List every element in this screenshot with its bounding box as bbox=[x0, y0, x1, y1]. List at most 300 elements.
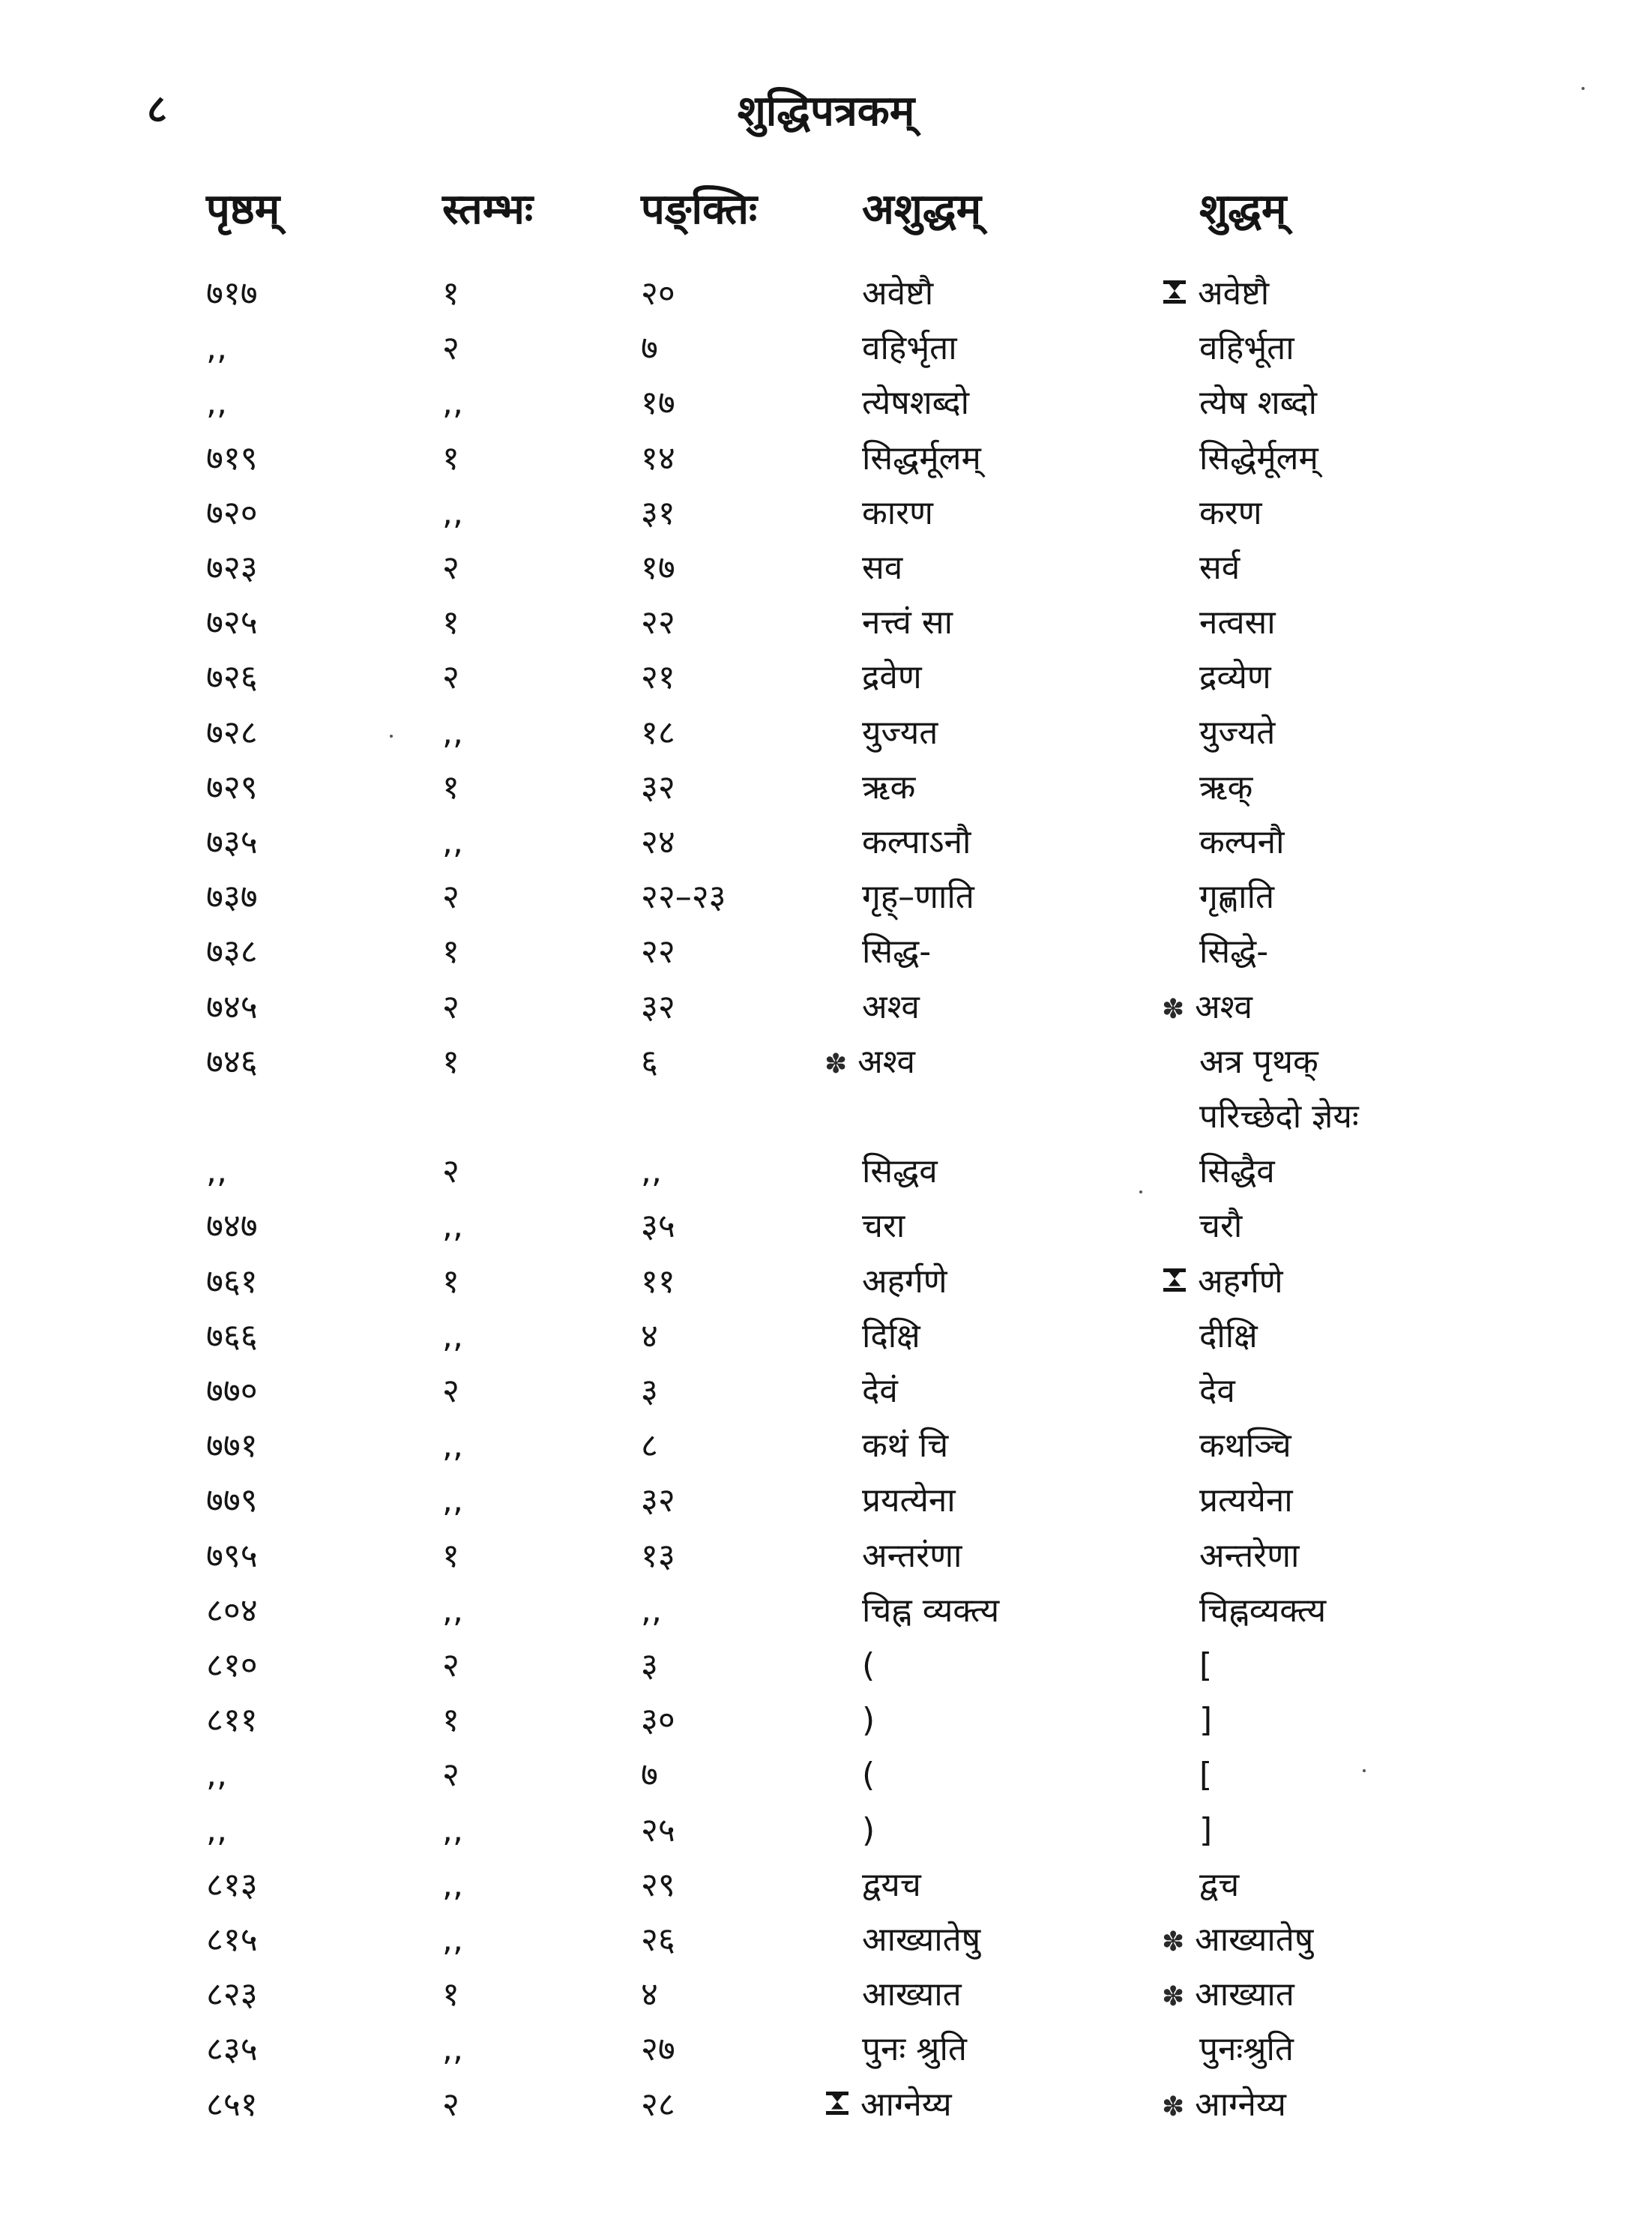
cell-text: द्वच bbox=[1199, 1865, 1240, 1904]
correct-cell bbox=[1162, 274, 1270, 313]
cell-text: ७६१ bbox=[206, 1262, 258, 1301]
page-cell bbox=[206, 1921, 258, 1959]
column-cell bbox=[442, 1427, 463, 1466]
page-cell bbox=[206, 549, 258, 587]
correct-cell bbox=[1199, 384, 1318, 423]
column-cell bbox=[442, 274, 459, 313]
column-cell bbox=[442, 1536, 459, 1575]
cell-text: अश्व bbox=[862, 987, 920, 1026]
cell-text: अश्व bbox=[1195, 987, 1252, 1026]
correct-cell bbox=[1199, 1756, 1213, 1795]
cell-text: २ bbox=[442, 329, 459, 368]
scan-speck bbox=[390, 735, 393, 738]
line-cell bbox=[641, 1481, 675, 1520]
cell-text: ऋक् bbox=[1199, 768, 1253, 807]
cell-text: ७२९ bbox=[206, 768, 258, 807]
cell-text: १ bbox=[442, 439, 459, 478]
cell-text: ८१० bbox=[206, 1646, 258, 1684]
column-cell bbox=[442, 439, 459, 478]
column-cell bbox=[442, 658, 459, 697]
column-cell bbox=[442, 1042, 459, 1081]
incorrect-cell bbox=[862, 823, 971, 861]
correct-cell bbox=[1199, 1536, 1300, 1575]
cell-text: ३१ bbox=[641, 493, 675, 532]
cell-text: ८१५ bbox=[206, 1921, 258, 1959]
line-cell bbox=[641, 1316, 658, 1355]
column-cell bbox=[442, 549, 459, 587]
incorrect-cell bbox=[862, 1646, 875, 1684]
cell-text: २२–२३ bbox=[641, 878, 726, 917]
cell-text: ८१३ bbox=[206, 1865, 258, 1904]
correct-cell bbox=[1199, 1481, 1293, 1520]
cell-text: १ bbox=[442, 1262, 459, 1301]
cell-text: ,, bbox=[442, 1810, 463, 1849]
column-header: पङ्क्तिः bbox=[641, 185, 758, 234]
cell-text: अन्तरेणा bbox=[1199, 1536, 1300, 1575]
correct-cell bbox=[1162, 1262, 1283, 1301]
incorrect-cell bbox=[862, 1207, 905, 1246]
cell-text: ७१९ bbox=[206, 439, 258, 478]
cell-text: अहर्गणे bbox=[1198, 1262, 1283, 1301]
incorrect-cell bbox=[862, 384, 970, 423]
cell-text: ७७० bbox=[206, 1372, 258, 1410]
line-cell bbox=[641, 1921, 675, 1959]
cell-text: ,, bbox=[442, 713, 463, 752]
cell-text: १७ bbox=[641, 384, 675, 423]
column-cell bbox=[442, 603, 459, 642]
correct-cell bbox=[1199, 1646, 1213, 1684]
correct-cell bbox=[1199, 493, 1262, 532]
correct-cell bbox=[1162, 1975, 1294, 2014]
line-cell bbox=[641, 1207, 675, 1246]
correct-cell bbox=[1199, 1865, 1240, 1904]
correct-cell bbox=[1199, 2030, 1294, 2069]
incorrect-cell bbox=[862, 1316, 920, 1355]
cell-text: ,, bbox=[442, 1921, 463, 1959]
incorrect-cell bbox=[862, 274, 934, 313]
cell-text: सिद्धैव bbox=[1199, 1152, 1275, 1191]
cell-text: ८०४ bbox=[206, 1591, 258, 1630]
cell-text: ११ bbox=[641, 1262, 675, 1301]
line-cell bbox=[641, 329, 658, 368]
cell-text: ,, bbox=[442, 1207, 463, 1246]
cell-text: [ bbox=[1199, 1756, 1213, 1795]
line-cell bbox=[641, 1536, 675, 1575]
correct-cell bbox=[1199, 713, 1276, 752]
incorrect-cell bbox=[862, 1262, 947, 1301]
cell-text: आग्नेय्य bbox=[860, 2085, 952, 2124]
cell-text: ७ bbox=[641, 329, 658, 368]
cell-text: २६ bbox=[641, 1921, 675, 1959]
cell-text: युज्यते bbox=[1199, 713, 1276, 752]
cell-text: ,, bbox=[442, 1865, 463, 1904]
cell-text: २८ bbox=[641, 2085, 675, 2124]
cell-text: २ bbox=[442, 1756, 459, 1795]
cell-text: ७३७ bbox=[206, 878, 258, 917]
page-cell bbox=[206, 1591, 258, 1630]
line-cell bbox=[641, 1372, 658, 1410]
cell-text: सर्व bbox=[1199, 549, 1240, 587]
cell-text: १७ bbox=[641, 549, 675, 587]
cell-text: नत्त्वं सा bbox=[862, 603, 953, 642]
correct-cell bbox=[1199, 1701, 1213, 1740]
cell-text: १ bbox=[442, 1042, 459, 1081]
column-cell bbox=[442, 1646, 459, 1684]
cell-text: २२ bbox=[641, 603, 675, 642]
page-cell bbox=[206, 823, 258, 861]
cell-text: प्रत्ययेना bbox=[1199, 1481, 1293, 1520]
page-cell bbox=[206, 1262, 258, 1301]
page-cell bbox=[206, 2030, 258, 2069]
cell-text: दिक्षि bbox=[862, 1316, 920, 1355]
cell-text: १३ bbox=[641, 1536, 675, 1575]
cell-text: त्येषशब्दो bbox=[862, 384, 970, 423]
correct-cell bbox=[1199, 549, 1240, 587]
page-cell bbox=[206, 768, 258, 807]
line-cell bbox=[641, 1262, 675, 1301]
incorrect-cell bbox=[862, 768, 916, 807]
cell-text: ७२५ bbox=[206, 603, 258, 642]
correct-cell bbox=[1162, 2085, 1286, 2124]
correct-cell bbox=[1199, 933, 1269, 972]
cell-text: १ bbox=[442, 768, 459, 807]
cell-text: ३२ bbox=[641, 1481, 675, 1520]
page-cell bbox=[206, 274, 258, 313]
line-cell bbox=[641, 1810, 675, 1849]
column-cell bbox=[442, 987, 459, 1026]
line-cell bbox=[641, 1646, 658, 1684]
line-cell bbox=[641, 493, 675, 532]
cell-text: अन्तरंणा bbox=[862, 1536, 962, 1575]
correct-cell bbox=[1199, 1042, 1318, 1081]
cell-text: ,, bbox=[206, 1810, 227, 1849]
line-cell bbox=[641, 658, 675, 697]
cell-text: युज्यत bbox=[862, 713, 938, 752]
cell-text: अहर्गणे bbox=[862, 1262, 947, 1301]
page-title: शुद्धिपत्रकम् bbox=[737, 87, 915, 136]
correction-mark-icon bbox=[1162, 277, 1187, 307]
correct-cell bbox=[1162, 987, 1252, 1026]
cell-text: २ bbox=[442, 2085, 459, 2124]
cell-text: सिद्धव bbox=[862, 1152, 938, 1191]
cell-text: ७६६ bbox=[206, 1316, 258, 1355]
cell-text: चिह्न व्यक्त्य bbox=[862, 1591, 1000, 1630]
correct-cell bbox=[1199, 1591, 1327, 1630]
column-cell bbox=[442, 1207, 463, 1246]
cell-text: ८ bbox=[641, 1427, 658, 1466]
cell-text: नत्वसा bbox=[1199, 603, 1276, 642]
cell-text: आख्यात bbox=[1195, 1975, 1294, 2014]
cell-text: दीक्षि bbox=[1199, 1316, 1258, 1355]
line-cell bbox=[641, 768, 675, 807]
cell-text: कल्पनौ bbox=[1199, 823, 1285, 861]
line-cell bbox=[641, 1756, 658, 1795]
incorrect-cell bbox=[862, 987, 920, 1026]
page-cell bbox=[206, 493, 258, 532]
cell-text: ८३५ bbox=[206, 2030, 258, 2069]
incorrect-cell bbox=[862, 549, 903, 587]
incorrect-cell bbox=[862, 603, 953, 642]
cell-text: आख्यातेषु bbox=[1195, 1921, 1314, 1959]
asterisk-mark-icon: ✽ bbox=[1162, 993, 1185, 1025]
cell-text: २ bbox=[442, 1372, 459, 1410]
correct-cell bbox=[1199, 603, 1276, 642]
cell-text: ७९५ bbox=[206, 1536, 258, 1575]
cell-text: ( bbox=[862, 1646, 875, 1684]
cell-text: कथञ्चि bbox=[1199, 1427, 1291, 1466]
scan-speck bbox=[1582, 87, 1585, 90]
line-cell bbox=[641, 1152, 662, 1191]
cell-text: ७४६ bbox=[206, 1042, 258, 1081]
cell-text: आख्यात bbox=[862, 1975, 962, 2014]
cell-text: चिह्नव्यक्त्य bbox=[1199, 1591, 1327, 1630]
incorrect-cell bbox=[862, 713, 938, 752]
incorrect-cell bbox=[862, 658, 922, 697]
cell-text: अवेष्टौ bbox=[862, 274, 934, 313]
correction-mark-icon bbox=[1162, 1265, 1187, 1295]
page-cell bbox=[206, 1536, 258, 1575]
cell-text: वहिर्भृता bbox=[862, 329, 957, 368]
column-cell bbox=[442, 823, 463, 861]
column-cell bbox=[442, 1865, 463, 1904]
incorrect-cell bbox=[862, 1865, 921, 1904]
page-cell bbox=[206, 1756, 227, 1795]
cell-text: देव bbox=[1199, 1372, 1235, 1410]
line-cell bbox=[641, 823, 675, 861]
correct-cell bbox=[1199, 439, 1318, 478]
correct-cell bbox=[1199, 768, 1253, 807]
column-cell bbox=[442, 878, 459, 917]
cell-text: ३ bbox=[641, 1646, 658, 1684]
incorrect-cell bbox=[862, 1372, 898, 1410]
column-header: स्तम्भः bbox=[442, 185, 534, 234]
column-cell bbox=[442, 933, 459, 972]
cell-text: १ bbox=[442, 1975, 459, 2014]
correct-cell bbox=[1162, 1921, 1314, 1959]
correct-cell bbox=[1199, 1152, 1275, 1191]
column-header: अशुद्धम् bbox=[862, 185, 982, 234]
page-cell bbox=[206, 1810, 227, 1849]
cell-text: त्येष शब्दो bbox=[1199, 384, 1318, 423]
column-header: पृष्ठम् bbox=[206, 185, 280, 234]
line-cell bbox=[641, 439, 675, 478]
cell-text: ,, bbox=[442, 1316, 463, 1355]
column-cell bbox=[442, 1372, 459, 1410]
incorrect-cell bbox=[862, 1481, 956, 1520]
cell-text: २९ bbox=[641, 1865, 675, 1904]
cell-text: करण bbox=[1199, 493, 1262, 532]
column-cell bbox=[442, 2030, 463, 2069]
line-cell bbox=[641, 1865, 675, 1904]
cell-text: २७ bbox=[641, 2030, 675, 2069]
column-cell bbox=[442, 1921, 463, 1959]
column-cell bbox=[442, 768, 459, 807]
cell-text: द्रव्येण bbox=[1199, 658, 1271, 697]
cell-text: द्वयच bbox=[862, 1865, 921, 1904]
line-cell bbox=[641, 713, 675, 752]
cell-text: ३ bbox=[641, 1372, 658, 1410]
incorrect-cell bbox=[862, 933, 932, 972]
page-cell bbox=[206, 603, 258, 642]
incorrect-cell bbox=[862, 1427, 949, 1466]
cell-text: २ bbox=[442, 878, 459, 917]
column-cell bbox=[442, 1262, 459, 1301]
cell-text: २ bbox=[442, 1152, 459, 1191]
asterisk-mark-icon: ✽ bbox=[1162, 1981, 1185, 2013]
cell-text: २ bbox=[442, 987, 459, 1026]
cell-text: २ bbox=[442, 658, 459, 697]
cell-text: सिद्धेर्मूलम् bbox=[1199, 439, 1318, 478]
page-cell bbox=[206, 878, 258, 917]
cell-text: ७४७ bbox=[206, 1207, 258, 1246]
cell-text: सिद्धर्मूलम् bbox=[862, 439, 981, 478]
line-cell bbox=[641, 933, 675, 972]
correct-cell bbox=[1199, 1372, 1235, 1410]
incorrect-cell bbox=[862, 1975, 962, 2014]
page-cell bbox=[206, 933, 258, 972]
line-cell bbox=[641, 1701, 675, 1740]
cell-text: १ bbox=[442, 274, 459, 313]
cell-text: अत्र पृथक् bbox=[1199, 1042, 1318, 1081]
cell-text: ३२ bbox=[641, 987, 675, 1026]
cell-text: ७३८ bbox=[206, 933, 258, 972]
cell-text: ७७१ bbox=[206, 1427, 258, 1466]
cell-text: देवं bbox=[862, 1372, 898, 1410]
cell-text: ८५१ bbox=[206, 2085, 258, 2124]
cell-text: चरौ bbox=[1199, 1207, 1243, 1246]
cell-text: ) bbox=[862, 1701, 875, 1740]
page-cell bbox=[206, 1481, 258, 1520]
cell-text: ( bbox=[862, 1756, 875, 1795]
page-cell bbox=[206, 2085, 258, 2124]
incorrect-cell bbox=[862, 1921, 981, 1959]
cell-text: २४ bbox=[641, 823, 675, 861]
page-cell bbox=[206, 713, 258, 752]
cell-text: ७४५ bbox=[206, 987, 258, 1026]
correct-cell bbox=[1199, 1316, 1258, 1355]
cell-text: आख्यातेषु bbox=[862, 1921, 981, 1959]
cell-text: कथं चि bbox=[862, 1427, 949, 1466]
cell-text: १४ bbox=[641, 439, 675, 478]
cell-text: अश्व bbox=[857, 1042, 915, 1081]
incorrect-cell bbox=[862, 1536, 962, 1575]
correct-cell bbox=[1199, 823, 1285, 861]
cell-text: चरा bbox=[862, 1207, 905, 1246]
column-cell bbox=[442, 1316, 463, 1355]
column-cell bbox=[442, 1701, 459, 1740]
cell-text: अवेष्टौ bbox=[1198, 274, 1270, 313]
cell-text: ,, bbox=[442, 1591, 463, 1630]
page-cell bbox=[206, 1372, 258, 1410]
line-cell bbox=[641, 1975, 658, 2014]
asterisk-mark-icon: ✽ bbox=[825, 1048, 848, 1080]
cell-text: ७३५ bbox=[206, 823, 258, 861]
cell-text: ,, bbox=[641, 1152, 662, 1191]
cell-text: ७२८ bbox=[206, 713, 258, 752]
line-cell bbox=[641, 987, 675, 1026]
cell-text: आग्नेय्य bbox=[1195, 2085, 1286, 2124]
page-cell bbox=[206, 987, 258, 1026]
column-cell bbox=[442, 1591, 463, 1630]
cell-text: कारण bbox=[862, 493, 933, 532]
cell-text: १ bbox=[442, 933, 459, 972]
cell-text: ) bbox=[862, 1810, 875, 1849]
incorrect-cell bbox=[862, 1810, 875, 1849]
incorrect-cell bbox=[862, 878, 974, 917]
correct-cell bbox=[1199, 878, 1275, 917]
page-cell bbox=[206, 1646, 258, 1684]
incorrect-cell bbox=[862, 493, 933, 532]
asterisk-mark-icon: ✽ bbox=[1162, 1927, 1185, 1957]
cell-text: ,, bbox=[442, 384, 463, 423]
cell-text: ] bbox=[1199, 1810, 1213, 1849]
page-cell bbox=[206, 1701, 258, 1740]
column-cell bbox=[442, 713, 463, 752]
cell-text: गृह्णाति bbox=[1199, 878, 1275, 917]
cell-text: ३५ bbox=[641, 1207, 675, 1246]
cell-text: २ bbox=[442, 549, 459, 587]
cell-text: २० bbox=[641, 274, 675, 313]
cell-text: ३० bbox=[641, 1701, 675, 1740]
cell-text: ३२ bbox=[641, 768, 675, 807]
cell-text: ४ bbox=[641, 1975, 658, 2014]
incorrect-cell bbox=[862, 2030, 967, 2069]
cell-text: ,, bbox=[442, 1427, 463, 1466]
cell-text: सिद्धे- bbox=[1199, 933, 1269, 972]
page-cell bbox=[206, 1152, 227, 1191]
correct-cell bbox=[1199, 1207, 1243, 1246]
cell-text: ७२३ bbox=[206, 549, 258, 587]
incorrect-cell bbox=[862, 1591, 1000, 1630]
column-cell bbox=[442, 1481, 463, 1520]
cell-text: ४ bbox=[641, 1316, 658, 1355]
column-cell bbox=[442, 493, 463, 532]
column-cell bbox=[442, 1810, 463, 1849]
cell-text: पुनः श्रुति bbox=[862, 2030, 967, 2069]
cell-text: [ bbox=[1199, 1646, 1213, 1684]
cell-text: द्रवेण bbox=[862, 658, 922, 697]
page-cell bbox=[206, 439, 258, 478]
cell-text: ,, bbox=[442, 1481, 463, 1520]
asterisk-mark-icon: ✽ bbox=[1162, 2091, 1185, 2122]
cell-text: प्रयत्येना bbox=[862, 1481, 956, 1520]
cell-text: १ bbox=[442, 1536, 459, 1575]
cell-text: ऋक bbox=[862, 768, 916, 807]
cell-text: १८ bbox=[641, 713, 675, 752]
cell-text: वहिर्भूता bbox=[1199, 329, 1294, 368]
cell-text: ६ bbox=[641, 1042, 658, 1081]
line-cell bbox=[641, 274, 675, 313]
cell-text: ,, bbox=[442, 493, 463, 532]
scan-speck bbox=[1139, 1190, 1142, 1193]
cell-text: ] bbox=[1199, 1701, 1213, 1740]
cell-text: ७ bbox=[641, 1756, 658, 1795]
line-cell bbox=[641, 384, 675, 423]
page-number: ८ bbox=[147, 87, 168, 132]
line-cell bbox=[641, 549, 675, 587]
cell-text: गृह्–णाति bbox=[862, 878, 974, 917]
incorrect-cell bbox=[825, 2085, 952, 2124]
column-cell bbox=[442, 1152, 459, 1191]
line-cell bbox=[641, 878, 726, 917]
page-cell bbox=[206, 1975, 258, 2014]
cell-text: २१ bbox=[641, 658, 675, 697]
column-cell bbox=[442, 384, 463, 423]
line-cell bbox=[641, 1591, 662, 1630]
cell-text: ८११ bbox=[206, 1701, 258, 1740]
incorrect-cell bbox=[862, 1152, 938, 1191]
cell-text: ,, bbox=[442, 823, 463, 861]
